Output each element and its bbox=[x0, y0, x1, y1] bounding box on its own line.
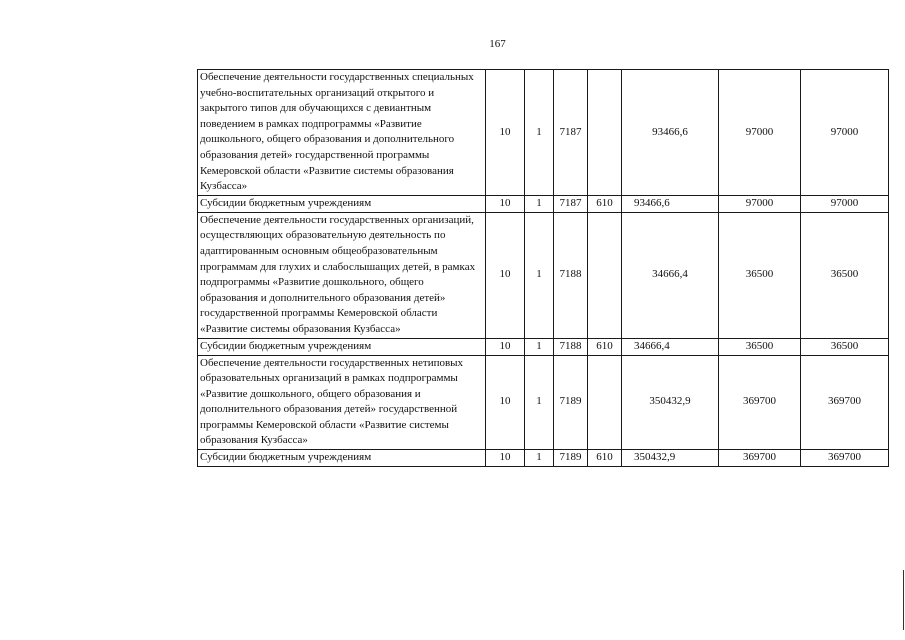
expense-type-cell: 610 bbox=[588, 450, 622, 467]
code-cell: 7188 bbox=[554, 212, 588, 338]
subsection-cell: 1 bbox=[525, 338, 554, 355]
code-cell: 7187 bbox=[554, 195, 588, 212]
value-3-cell: 97000 bbox=[801, 195, 889, 212]
budget-table bbox=[197, 69, 889, 467]
scan-edge-mark bbox=[903, 570, 904, 630]
value-1-cell: 350432,9 bbox=[622, 450, 719, 467]
table-row bbox=[198, 70, 889, 196]
table-row bbox=[198, 450, 889, 467]
value-3-cell: 36500 bbox=[801, 338, 889, 355]
expense-type-cell: 610 bbox=[588, 195, 622, 212]
section-cell: 10 bbox=[486, 338, 525, 355]
subsection-cell: 1 bbox=[525, 70, 554, 196]
value-2-cell: 369700 bbox=[719, 450, 801, 467]
value-1-cell: 34666,4 bbox=[622, 338, 719, 355]
code-cell: 7187 bbox=[554, 70, 588, 196]
section-cell: 10 bbox=[486, 355, 525, 450]
code-cell: 7188 bbox=[554, 338, 588, 355]
row-description: Обеспечение деятельности государственных нетиповых образовательных организаций в рамках подпрограммы «Развитие дошкольного, общего образования и дополнительного образования детей» государственной программы Кемеровской области «Развитие системы образования Кузбасса» bbox=[198, 355, 486, 450]
value-1-cell: 350432,9 bbox=[622, 355, 719, 450]
table-row bbox=[198, 195, 889, 212]
table-row bbox=[198, 338, 889, 355]
value-3-cell: 97000 bbox=[801, 70, 889, 196]
section-cell: 10 bbox=[486, 212, 525, 338]
subsection-cell: 1 bbox=[525, 195, 554, 212]
row-description: Субсидии бюджетным учреждениям bbox=[198, 195, 486, 212]
value-2-cell: 369700 bbox=[719, 355, 801, 450]
expense-type-cell bbox=[588, 212, 622, 338]
section-cell: 10 bbox=[486, 195, 525, 212]
value-1-cell: 93466,6 bbox=[622, 70, 719, 196]
row-description: Обеспечение деятельности государственных специальных учебно-воспитательных организаций открытого и закрытого типов для обучающихся с девиантным поведением в рамках подпрограммы «Развитие дошкольного, общего образования и дополнительного образования детей» государственной программы Кемеровской области «Развитие системы образования Кузбасса» bbox=[198, 70, 486, 196]
row-description: Субсидии бюджетным учреждениям bbox=[198, 338, 486, 355]
value-2-cell: 97000 bbox=[719, 70, 801, 196]
value-2-cell: 36500 bbox=[719, 212, 801, 338]
page-number: 167 bbox=[489, 38, 506, 50]
table-row bbox=[198, 212, 889, 338]
value-3-cell: 36500 bbox=[801, 212, 889, 338]
code-cell: 7189 bbox=[554, 450, 588, 467]
row-description: Субсидии бюджетным учреждениям bbox=[198, 450, 486, 467]
table-row bbox=[198, 355, 889, 450]
section-cell: 10 bbox=[486, 70, 525, 196]
value-1-cell: 34666,4 bbox=[622, 212, 719, 338]
subsection-cell: 1 bbox=[525, 212, 554, 338]
expense-type-cell bbox=[588, 355, 622, 450]
row-description: Обеспечение деятельности государственных организаций, осуществляющих образовательную деятельность по адаптированным основным общеобразовательным программам для глухих и слабослышащих детей, в рамках подпрограммы «Развитие дошкольного, общего образования и дополнительного образования детей» государственной программы Кемеровской области «Развитие системы образования Кузбасса» bbox=[198, 212, 486, 338]
value-3-cell: 369700 bbox=[801, 355, 889, 450]
expense-type-cell bbox=[588, 70, 622, 196]
expense-type-cell: 610 bbox=[588, 338, 622, 355]
code-cell: 7189 bbox=[554, 355, 588, 450]
value-2-cell: 97000 bbox=[719, 195, 801, 212]
section-cell: 10 bbox=[486, 450, 525, 467]
value-3-cell: 369700 bbox=[801, 450, 889, 467]
value-1-cell: 93466,6 bbox=[622, 195, 719, 212]
subsection-cell: 1 bbox=[525, 355, 554, 450]
subsection-cell: 1 bbox=[525, 450, 554, 467]
value-2-cell: 36500 bbox=[719, 338, 801, 355]
